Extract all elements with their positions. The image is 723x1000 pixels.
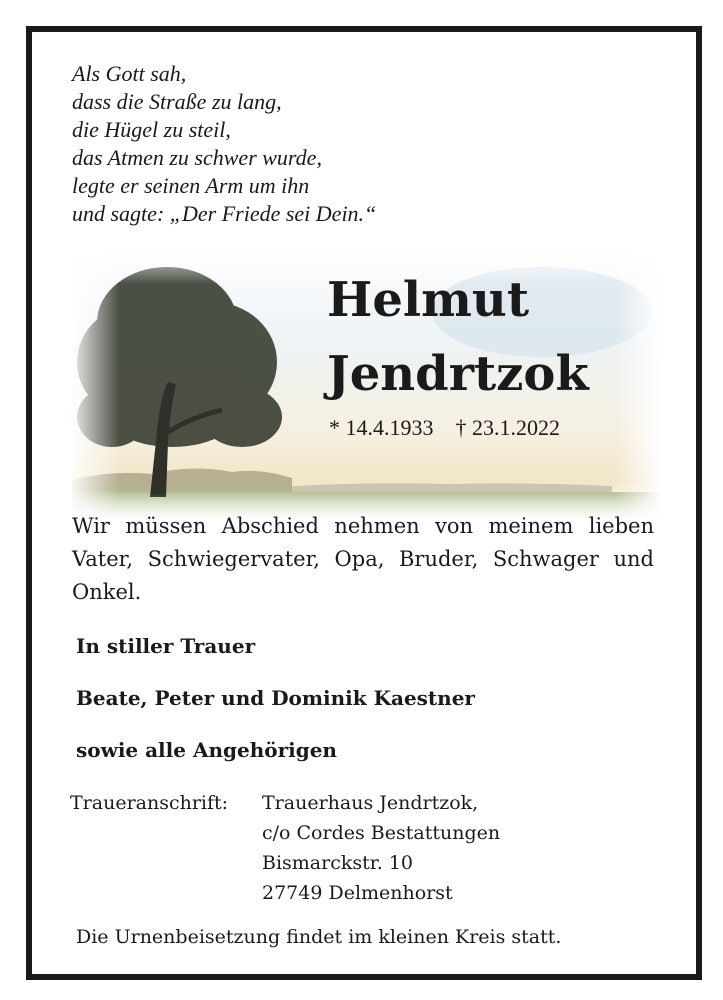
deceased-last-name: Jendrtzok bbox=[327, 346, 589, 402]
address-label: Traueranschrift: bbox=[70, 792, 229, 814]
poem-line: Als Gott sah, bbox=[72, 61, 187, 86]
poem-line: die Hügel zu steil, bbox=[72, 117, 231, 142]
poem bbox=[72, 60, 376, 228]
poem-line: legte er seinen Arm um ihn bbox=[72, 173, 310, 198]
burial-note: Die Urnenbeisetzung findet im kleinen Kreis statt. bbox=[76, 926, 562, 948]
address-line: 27749 Delmenhorst bbox=[262, 882, 453, 904]
address-line: Bismarckstr. 10 bbox=[262, 852, 414, 874]
mourning-intro: In stiller Trauer bbox=[76, 634, 256, 658]
mourner-names: Beate, Peter und Dominik Kaestner bbox=[76, 686, 475, 710]
deceased-first-name: Helmut bbox=[327, 272, 529, 328]
address-line: Trauerhaus Jendrtzok, bbox=[262, 792, 479, 814]
poem-line: dass die Straße zu lang, bbox=[72, 89, 282, 114]
poem-line: und sagte: „Der Friede sei Dein.“ bbox=[72, 201, 377, 226]
death-date: † 23.1.2022 bbox=[455, 415, 560, 440]
address-line: c/o Cordes Bestattungen bbox=[262, 822, 501, 844]
address-block bbox=[262, 788, 500, 908]
poem-line: das Atmen zu schwer wurde, bbox=[72, 145, 322, 170]
obituary-frame bbox=[26, 26, 702, 980]
other-relatives: sowie alle Angehörigen bbox=[76, 738, 337, 762]
farewell-message: Wir müssen Abschied nehmen von meinem lieben Vater, Schwiegervater, Opa, Bruder, Schwager und Onkel. bbox=[72, 514, 654, 604]
life-dates bbox=[329, 415, 560, 441]
birth-date: * 14.4.1933 bbox=[329, 415, 434, 440]
